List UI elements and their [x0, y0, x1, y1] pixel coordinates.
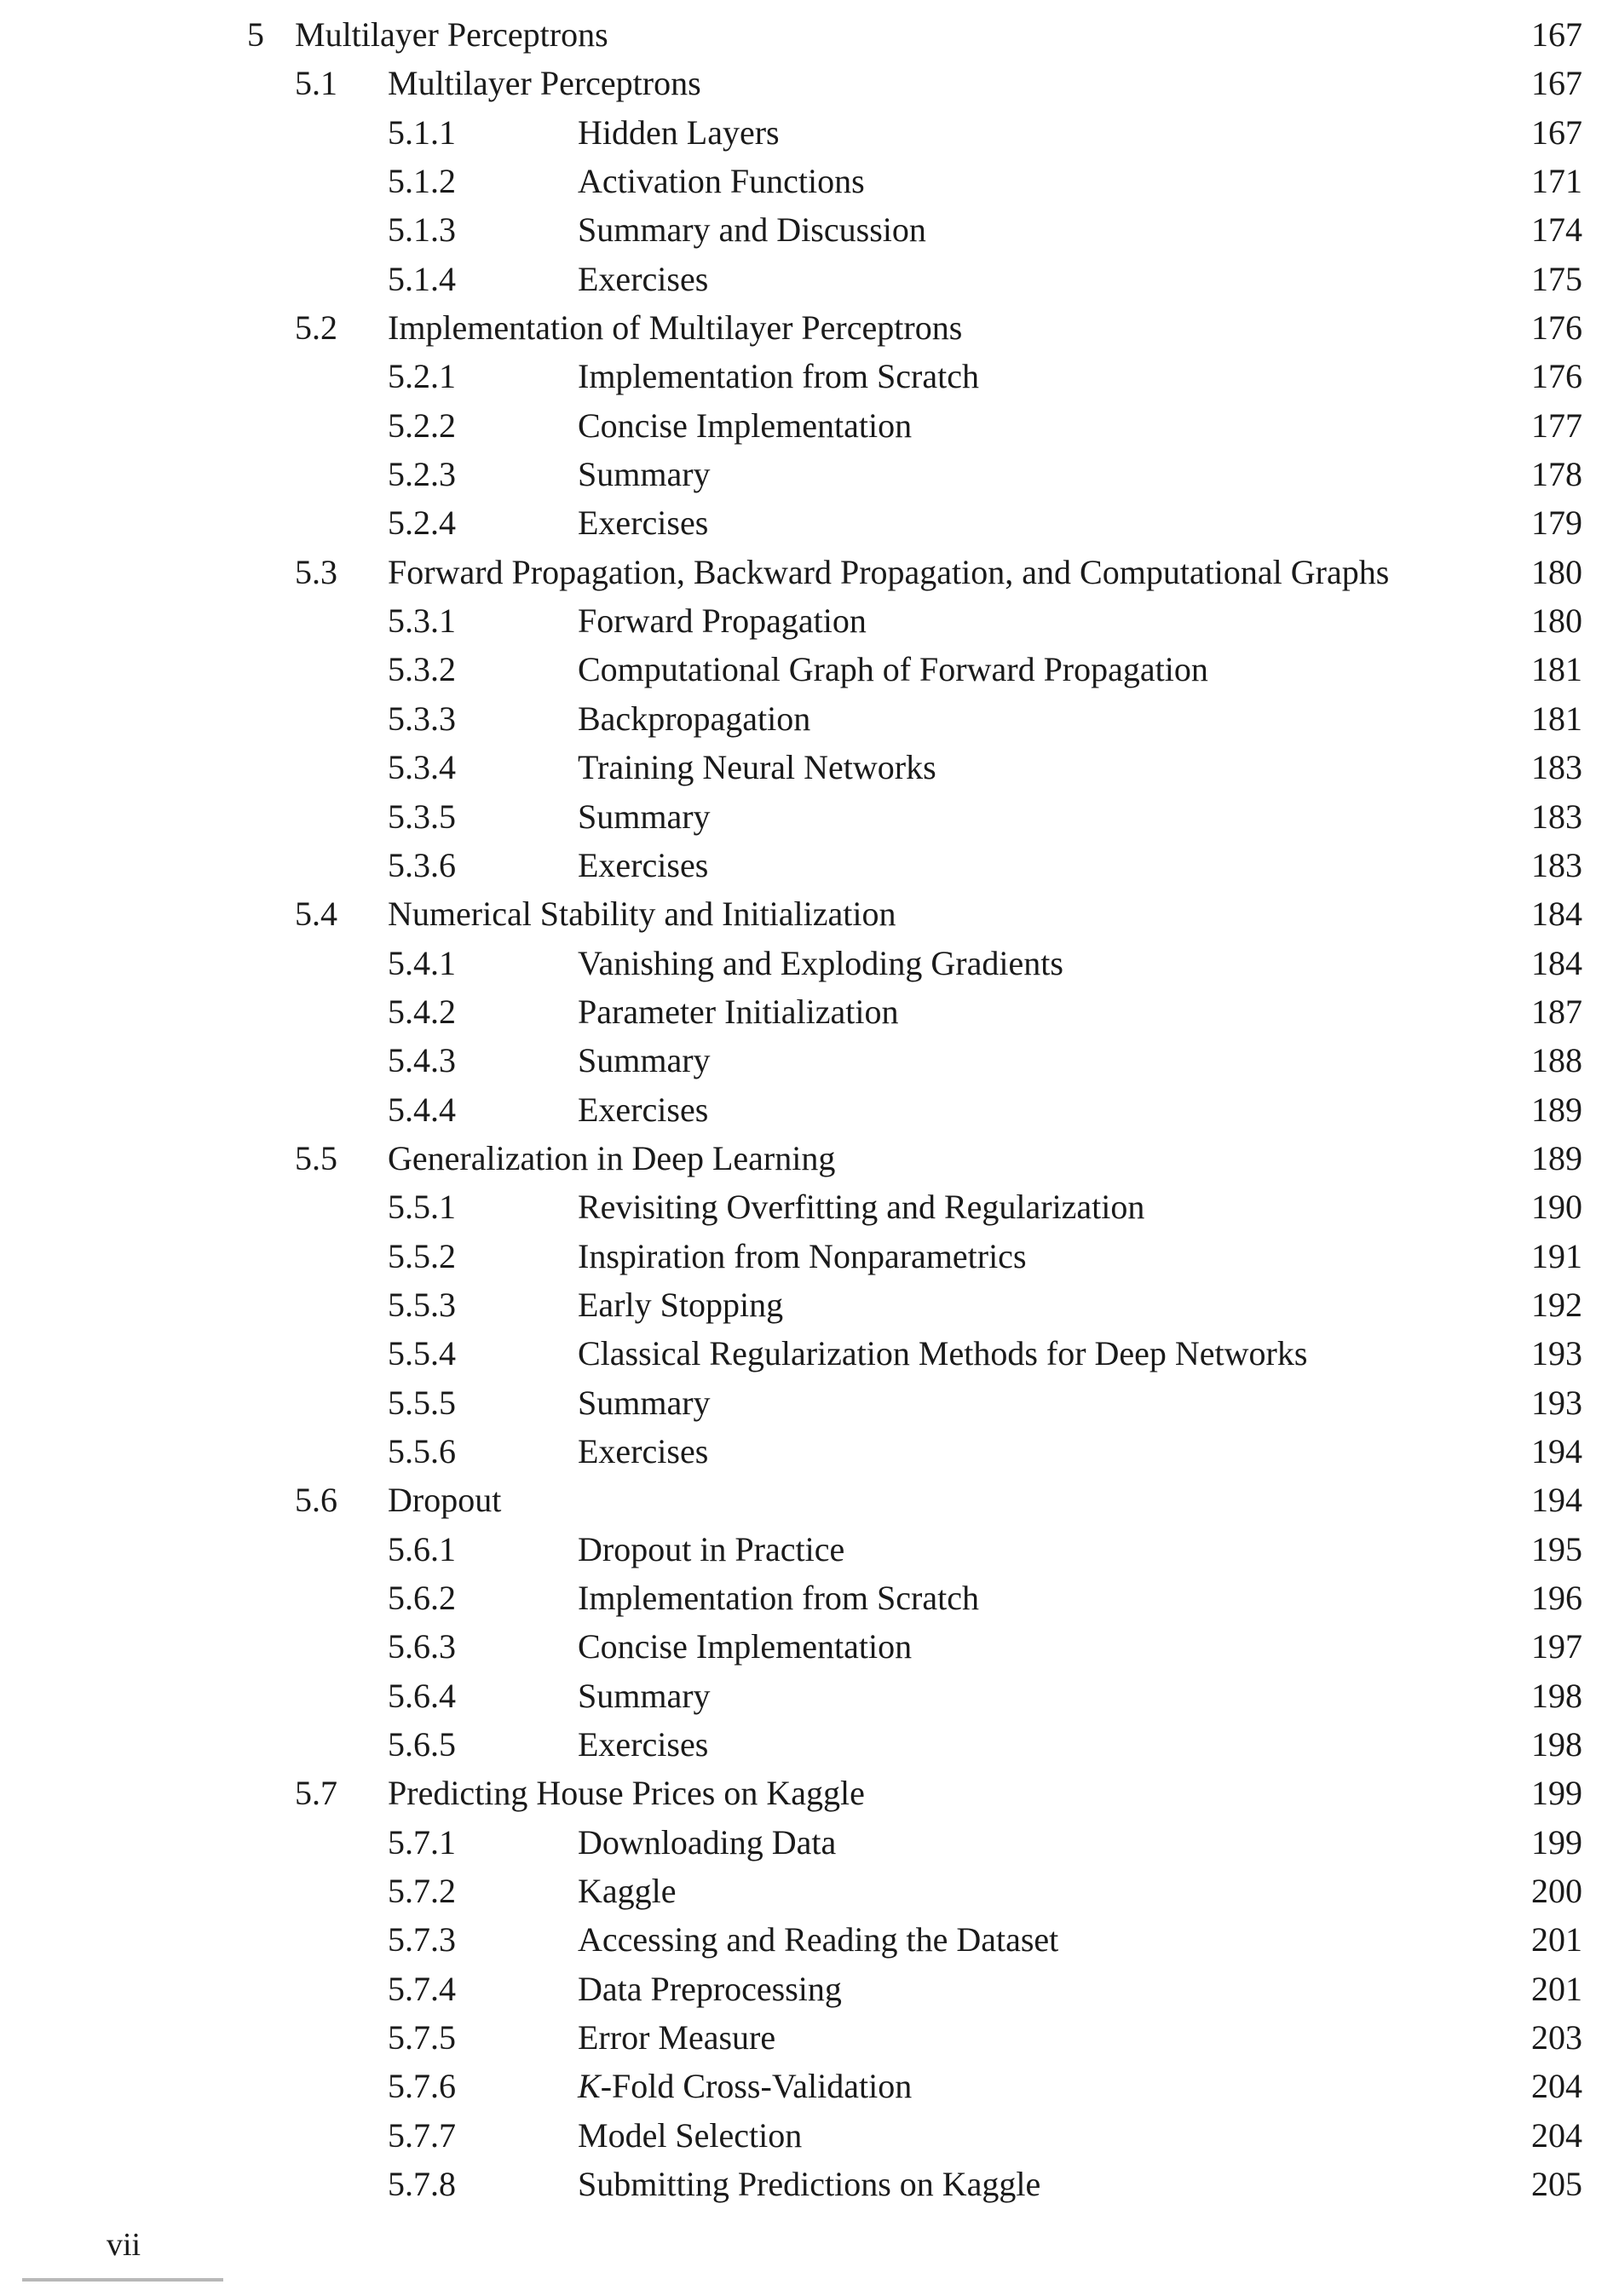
toc-entry-title: Summary — [578, 1383, 711, 1422]
toc-entry-number: 5.1.3 — [388, 210, 456, 250]
toc-entry-number: 5.4.1 — [388, 943, 456, 982]
toc-entry-number: 5.4 — [295, 895, 337, 934]
toc-entry-page: 197 — [1531, 1627, 1582, 1666]
toc-entry-title: Summary — [578, 797, 711, 836]
toc-entry-title: Summary and Discussion — [578, 210, 926, 250]
toc-subsection-row[interactable] — [0, 255, 1619, 303]
toc-section-row[interactable] — [0, 1134, 1619, 1183]
toc-entry-number: 5.5.4 — [388, 1334, 456, 1373]
toc-entry-number: 5.3.2 — [388, 650, 456, 689]
toc-entry-number: 5.5.5 — [388, 1383, 456, 1422]
toc-entry-number: 5.5.6 — [388, 1431, 456, 1470]
toc-subsection-row[interactable] — [0, 1280, 1619, 1329]
toc-entry-title: Model Selection — [578, 2115, 803, 2155]
toc-entry-title: Exercises — [578, 845, 709, 884]
toc-subsection-row[interactable] — [0, 1867, 1619, 1915]
toc-entry-page: 179 — [1531, 504, 1582, 543]
toc-entry-number: 5.2.3 — [388, 455, 456, 494]
toc-entry-number: 5.3.3 — [388, 699, 456, 738]
toc-entry-title: Training Neural Networks — [578, 748, 936, 787]
toc-subsection-row[interactable] — [0, 352, 1619, 400]
toc-entry-number: 5.3 — [295, 552, 337, 591]
toc-entry-number: 5.5 — [295, 1138, 337, 1177]
toc-subsection-row[interactable] — [0, 1720, 1619, 1769]
toc-entry-title: Exercises — [578, 1431, 709, 1470]
toc-entry-title: Concise Implementation — [578, 1627, 913, 1666]
toc-entry-page: 198 — [1531, 1725, 1582, 1764]
toc-entry-title: Implementation from Scratch — [578, 357, 979, 396]
toc-entry-page: 171 — [1531, 162, 1582, 201]
table-of-contents — [0, 10, 1619, 2208]
toc-subsection-row[interactable] — [0, 1085, 1619, 1134]
toc-subsection-row[interactable] — [0, 596, 1619, 645]
toc-entry-number: 5.4.4 — [388, 1090, 456, 1129]
toc-entry-number: 5.4.3 — [388, 1041, 456, 1080]
toc-entry-page: 180 — [1531, 601, 1582, 641]
toc-entry-page: 189 — [1531, 1138, 1582, 1177]
toc-entry-title: Multilayer Perceptrons — [295, 15, 608, 54]
toc-entry-title: Inspiration from Nonparametrics — [578, 1236, 1027, 1275]
toc-entry-title: Kaggle — [578, 1872, 677, 1911]
toc-entry-page: 191 — [1531, 1236, 1582, 1275]
toc-subsection-row[interactable] — [0, 108, 1619, 157]
toc-subsection-row[interactable] — [0, 1525, 1619, 1574]
toc-subsection-row[interactable] — [0, 498, 1619, 547]
toc-entry-number: 5.6.1 — [388, 1529, 456, 1568]
toc-subsection-row[interactable] — [0, 2160, 1619, 2208]
toc-entry-page: 184 — [1531, 943, 1582, 982]
toc-entry-page: 181 — [1531, 650, 1582, 689]
toc-entry-title: Predicting House Prices on Kaggle — [388, 1774, 865, 1813]
toc-entry-title: Implementation from Scratch — [578, 1579, 979, 1617]
toc-entry-title: Error Measure — [578, 2018, 776, 2057]
toc-entry-number: 5.2 — [295, 308, 337, 348]
toc-entry-title: Multilayer Perceptrons — [388, 64, 701, 103]
toc-entry-page: 183 — [1531, 797, 1582, 836]
toc-entry-page: 174 — [1531, 210, 1582, 250]
toc-subsection-row[interactable] — [0, 1574, 1619, 1622]
page-number-footer: vii — [107, 2227, 141, 2263]
toc-chapter-row[interactable] — [0, 10, 1619, 59]
toc-subsection-row[interactable] — [0, 1329, 1619, 1378]
footer-rule — [22, 2278, 223, 2282]
toc-entry-page: 196 — [1531, 1579, 1582, 1617]
toc-entry-title: Implementation of Multilayer Perceptrons — [388, 308, 963, 348]
toc-entry-page: 175 — [1531, 259, 1582, 298]
toc-entry-number: 5.6.3 — [388, 1627, 456, 1666]
toc-entry-number: 5.7.8 — [388, 2165, 456, 2204]
toc-entry-title: Downloading Data — [578, 1822, 837, 1862]
toc-entry-page: 181 — [1531, 699, 1582, 738]
toc-entry-page: 203 — [1531, 2018, 1582, 2057]
toc-entry-title: Data Preprocessing — [578, 1969, 842, 2008]
toc-entry-page: 177 — [1531, 406, 1582, 445]
toc-entry-title: K-Fold Cross-Validation — [578, 2067, 913, 2106]
toc-subsection-row[interactable] — [0, 743, 1619, 791]
toc-entry-page: 167 — [1531, 15, 1582, 54]
toc-entry-title: Dropout — [388, 1481, 502, 1520]
toc-entry-page: 198 — [1531, 1676, 1582, 1715]
toc-entry-page: 204 — [1531, 2067, 1582, 2106]
toc-entry-page: 201 — [1531, 1920, 1582, 1959]
toc-entry-page: 176 — [1531, 357, 1582, 396]
toc-entry-title: Concise Implementation — [578, 406, 913, 445]
toc-entry-page: 184 — [1531, 895, 1582, 934]
toc-entry-page: 194 — [1531, 1481, 1582, 1520]
toc-subsection-row[interactable] — [0, 792, 1619, 841]
toc-entry-title: Summary — [578, 455, 711, 494]
toc-entry-number: 5.7.5 — [388, 2018, 456, 2057]
toc-subsection-row[interactable] — [0, 1183, 1619, 1231]
toc-entry-page: 192 — [1531, 1285, 1582, 1324]
toc-subsection-row[interactable] — [0, 645, 1619, 693]
toc-entry-number: 5.5.1 — [388, 1188, 456, 1227]
toc-subsection-row[interactable] — [0, 939, 1619, 987]
toc-entry-title: Submitting Predictions on Kaggle — [578, 2165, 1041, 2204]
toc-subsection-row[interactable] — [0, 450, 1619, 498]
toc-subsection-row[interactable] — [0, 1818, 1619, 1867]
toc-entry-number: 5.7.7 — [388, 2115, 456, 2155]
toc-entry-number: 5.4.2 — [388, 992, 456, 1031]
toc-entry-page: 201 — [1531, 1969, 1582, 2008]
toc-entry-number: 5.5.3 — [388, 1285, 456, 1324]
toc-section-row[interactable] — [0, 889, 1619, 938]
toc-entry-page: 183 — [1531, 845, 1582, 884]
toc-entry-title: Summary — [578, 1676, 711, 1715]
toc-entry-number: 5.7.4 — [388, 1969, 456, 2008]
toc-entry-number: 5.1.4 — [388, 259, 456, 298]
toc-subsection-row[interactable] — [0, 401, 1619, 450]
toc-entry-number: 5.6.5 — [388, 1725, 456, 1764]
toc-subsection-row[interactable] — [0, 2062, 1619, 2110]
toc-entry-page: 199 — [1531, 1822, 1582, 1862]
toc-entry-page: 194 — [1531, 1431, 1582, 1470]
toc-entry-number: 5 — [247, 15, 264, 54]
toc-entry-number: 5.7 — [295, 1774, 337, 1813]
toc-entry-number: 5.1.1 — [388, 112, 456, 152]
toc-entry-page: 200 — [1531, 1872, 1582, 1911]
toc-subsection-row[interactable] — [0, 2013, 1619, 2062]
toc-entry-number: 5.6.2 — [388, 1579, 456, 1617]
toc-entry-title: Generalization in Deep Learning — [388, 1138, 836, 1177]
toc-entry-page: 199 — [1531, 1774, 1582, 1813]
toc-entry-title: Backpropagation — [578, 699, 811, 738]
toc-section-row[interactable] — [0, 303, 1619, 352]
toc-entry-title: Vanishing and Exploding Gradients — [578, 943, 1063, 982]
toc-entry-title: Summary — [578, 1041, 711, 1080]
toc-subsection-row[interactable] — [0, 1915, 1619, 1964]
toc-entry-page: 178 — [1531, 455, 1582, 494]
toc-entry-page: 189 — [1531, 1090, 1582, 1129]
toc-entry-page: 167 — [1531, 64, 1582, 103]
toc-subsection-row[interactable] — [0, 1378, 1619, 1427]
toc-entry-title: Exercises — [578, 1090, 709, 1129]
toc-section-row[interactable] — [0, 1476, 1619, 1524]
toc-entry-page: 193 — [1531, 1383, 1582, 1422]
toc-entry-page: 187 — [1531, 992, 1582, 1031]
toc-entry-title: Accessing and Reading the Dataset — [578, 1920, 1059, 1959]
toc-entry-title: Parameter Initialization — [578, 992, 899, 1031]
toc-entry-title: Forward Propagation, Backward Propagation, and Computational Graphs — [388, 552, 1390, 591]
toc-subsection-row[interactable] — [0, 1232, 1619, 1280]
toc-entry-page: 204 — [1531, 2115, 1582, 2155]
toc-entry-page: 190 — [1531, 1188, 1582, 1227]
toc-subsection-row[interactable] — [0, 1965, 1619, 2013]
toc-entry-page: 193 — [1531, 1334, 1582, 1373]
toc-section-row[interactable] — [0, 59, 1619, 107]
toc-entry-title: Hidden Layers — [578, 112, 780, 152]
toc-section-row[interactable] — [0, 548, 1619, 596]
toc-entry-number: 5.2.1 — [388, 357, 456, 396]
toc-entry-number: 5.7.3 — [388, 1920, 456, 1959]
toc-section-row[interactable] — [0, 1769, 1619, 1817]
toc-entry-number: 5.3.5 — [388, 797, 456, 836]
toc-entry-number: 5.7.1 — [388, 1822, 456, 1862]
toc-subsection-row[interactable] — [0, 694, 1619, 743]
toc-subsection-row[interactable] — [0, 1622, 1619, 1671]
toc-entry-number: 5.6.4 — [388, 1676, 456, 1715]
toc-entry-page: 195 — [1531, 1529, 1582, 1568]
toc-entry-page: 188 — [1531, 1041, 1582, 1080]
toc-entry-title: Exercises — [578, 1725, 709, 1764]
toc-entry-number: 5.1 — [295, 64, 337, 103]
toc-subsection-row[interactable] — [0, 205, 1619, 254]
toc-entry-number: 5.3.6 — [388, 845, 456, 884]
toc-subsection-row[interactable] — [0, 1036, 1619, 1085]
toc-entry-page: 205 — [1531, 2165, 1582, 2204]
toc-entry-title: Forward Propagation — [578, 601, 867, 641]
toc-entry-page: 180 — [1531, 552, 1582, 591]
toc-entry-number: 5.5.2 — [388, 1236, 456, 1275]
toc-entry-title: Numerical Stability and Initialization — [388, 895, 896, 934]
toc-entry-number: 5.3.1 — [388, 601, 456, 641]
toc-entry-title: Revisiting Overfitting and Regularization — [578, 1188, 1145, 1227]
toc-entry-page: 176 — [1531, 308, 1582, 348]
toc-entry-title: Exercises — [578, 504, 709, 543]
toc-entry-page: 167 — [1531, 112, 1582, 152]
toc-entry-number: 5.2.2 — [388, 406, 456, 445]
toc-entry-title: Dropout in Practice — [578, 1529, 845, 1568]
toc-entry-number: 5.3.4 — [388, 748, 456, 787]
toc-entry-page: 183 — [1531, 748, 1582, 787]
toc-entry-title: Early Stopping — [578, 1285, 784, 1324]
toc-entry-title: Activation Functions — [578, 162, 865, 201]
toc-subsection-row[interactable] — [0, 841, 1619, 889]
toc-entry-number: 5.7.6 — [388, 2067, 456, 2106]
toc-subsection-row[interactable] — [0, 1672, 1619, 1720]
toc-entry-title: Classical Regularization Methods for Deep Networks — [578, 1334, 1308, 1373]
toc-subsection-row[interactable] — [0, 1427, 1619, 1476]
toc-entry-title: Computational Graph of Forward Propagation — [578, 650, 1208, 689]
toc-entry-number: 5.1.2 — [388, 162, 456, 201]
toc-entry-number: 5.6 — [295, 1481, 337, 1520]
toc-subsection-row[interactable] — [0, 987, 1619, 1036]
toc-entry-title: Exercises — [578, 259, 709, 298]
toc-subsection-row[interactable] — [0, 2111, 1619, 2160]
toc-entry-number: 5.2.4 — [388, 504, 456, 543]
toc-entry-number: 5.7.2 — [388, 1872, 456, 1911]
toc-subsection-row[interactable] — [0, 157, 1619, 205]
